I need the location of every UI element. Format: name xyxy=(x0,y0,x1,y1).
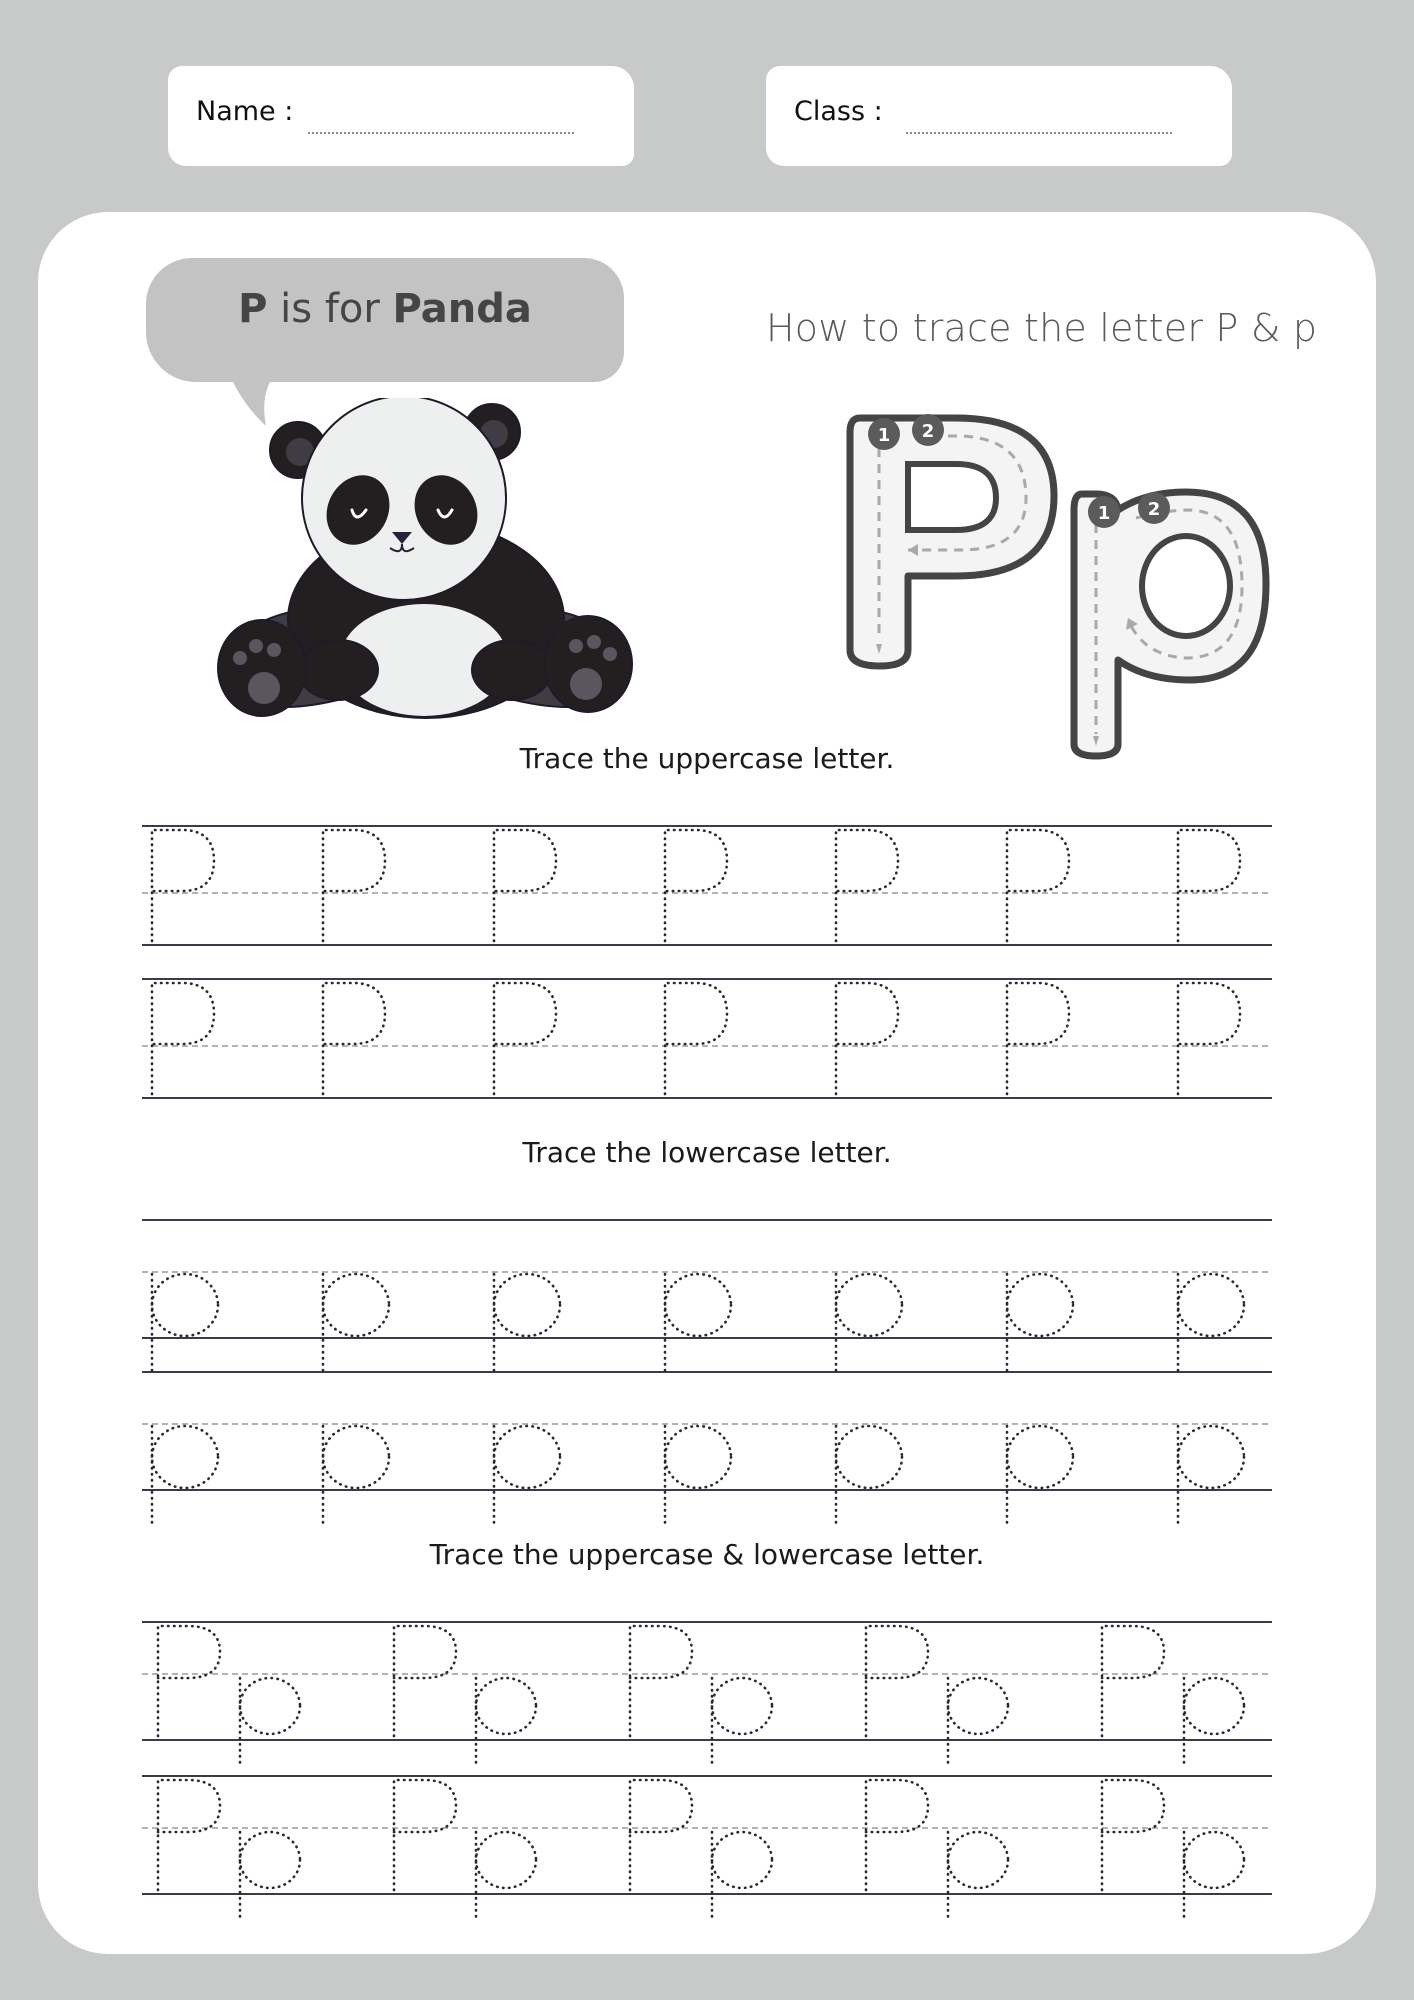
uppercase-trace-letter[interactable] xyxy=(1178,830,1240,941)
mixed-lowercase-letter[interactable] xyxy=(948,1832,1008,1922)
mixed-lowercase-letter[interactable] xyxy=(948,1678,1008,1768)
uppercase-trace-letter[interactable] xyxy=(836,983,898,1094)
mixed-lowercase-letter[interactable] xyxy=(712,1678,772,1768)
name-label: Name : xyxy=(196,96,294,127)
uppercase-trace-letter[interactable] xyxy=(323,830,385,941)
guide-step-1b: 1 xyxy=(1097,503,1111,524)
lowercase-trace-letter[interactable] xyxy=(1178,1274,1244,1372)
mixed-lowercase-letter[interactable] xyxy=(476,1832,536,1922)
lowercase-trace-letter[interactable] xyxy=(152,1274,218,1372)
mixed-uppercase-letter[interactable] xyxy=(866,1780,928,1890)
mixed-uppercase-letter[interactable] xyxy=(394,1780,456,1890)
mixed-uppercase-letter[interactable] xyxy=(158,1780,220,1890)
bubble-middle: is for xyxy=(267,286,393,332)
lowercase-trace-letter[interactable] xyxy=(1007,1426,1073,1524)
lowercase-trace-letter[interactable] xyxy=(836,1426,902,1524)
uppercase-trace-letter[interactable] xyxy=(152,983,214,1094)
guide-step-2a: 2 xyxy=(921,421,935,442)
uppercase-trace-letter[interactable] xyxy=(1007,983,1069,1094)
uppercase-trace-letter[interactable] xyxy=(323,983,385,1094)
guide-step-1a: 1 xyxy=(877,425,891,446)
mixed-lowercase-letter[interactable] xyxy=(240,1678,300,1768)
lowercase-trace-letter[interactable] xyxy=(494,1274,560,1372)
lowercase-trace-letter[interactable] xyxy=(665,1426,731,1524)
mixed-lowercase-letter[interactable] xyxy=(1184,1832,1244,1922)
guide-step-2b: 2 xyxy=(1147,499,1161,520)
lowercase-trace-letter[interactable] xyxy=(152,1426,218,1524)
mixed-lowercase-letter[interactable] xyxy=(476,1678,536,1768)
uppercase-trace-letter[interactable] xyxy=(494,830,556,941)
mixed-uppercase-letter[interactable] xyxy=(1102,1780,1164,1890)
mixed-instruction: Trace the uppercase & lowercase letter. xyxy=(429,1538,985,1571)
uppercase-trace-letter[interactable] xyxy=(665,830,727,941)
how-to-trace-title: How to trace the letter P & p xyxy=(766,306,1318,350)
lowercase-trace-letter[interactable] xyxy=(323,1274,389,1372)
uppercase-trace-letter[interactable] xyxy=(836,830,898,941)
uppercase-trace-letter[interactable] xyxy=(494,983,556,1094)
mixed-lowercase-letter[interactable] xyxy=(1184,1678,1244,1768)
uppercase-trace-letter[interactable] xyxy=(1178,983,1240,1094)
lowercase-trace-letter[interactable] xyxy=(1178,1426,1244,1524)
mixed-lowercase-letter[interactable] xyxy=(712,1832,772,1922)
lowercase-trace-letter[interactable] xyxy=(323,1426,389,1524)
lowercase-trace-letter[interactable] xyxy=(494,1426,560,1524)
bubble-letter: P xyxy=(238,286,268,332)
mixed-uppercase-letter[interactable] xyxy=(866,1626,928,1736)
lowercase-instruction: Trace the lowercase letter. xyxy=(522,1136,892,1169)
uppercase-trace-letter[interactable] xyxy=(1007,830,1069,941)
uppercase-instruction: Trace the uppercase letter. xyxy=(519,742,895,775)
uppercase-trace-letter[interactable] xyxy=(665,983,727,1094)
bubble-word: Panda xyxy=(392,286,532,332)
mixed-uppercase-letter[interactable] xyxy=(394,1626,456,1736)
mixed-uppercase-letter[interactable] xyxy=(630,1626,692,1736)
lowercase-trace-letter[interactable] xyxy=(836,1274,902,1372)
uppercase-trace-letter[interactable] xyxy=(152,830,214,941)
mixed-uppercase-letter[interactable] xyxy=(1102,1626,1164,1736)
mixed-uppercase-letter[interactable] xyxy=(630,1780,692,1890)
mixed-lowercase-letter[interactable] xyxy=(240,1832,300,1922)
lowercase-trace-letter[interactable] xyxy=(665,1274,731,1372)
lowercase-trace-letter[interactable] xyxy=(1007,1274,1073,1372)
mixed-uppercase-letter[interactable] xyxy=(158,1626,220,1736)
class-label: Class : xyxy=(794,96,883,127)
